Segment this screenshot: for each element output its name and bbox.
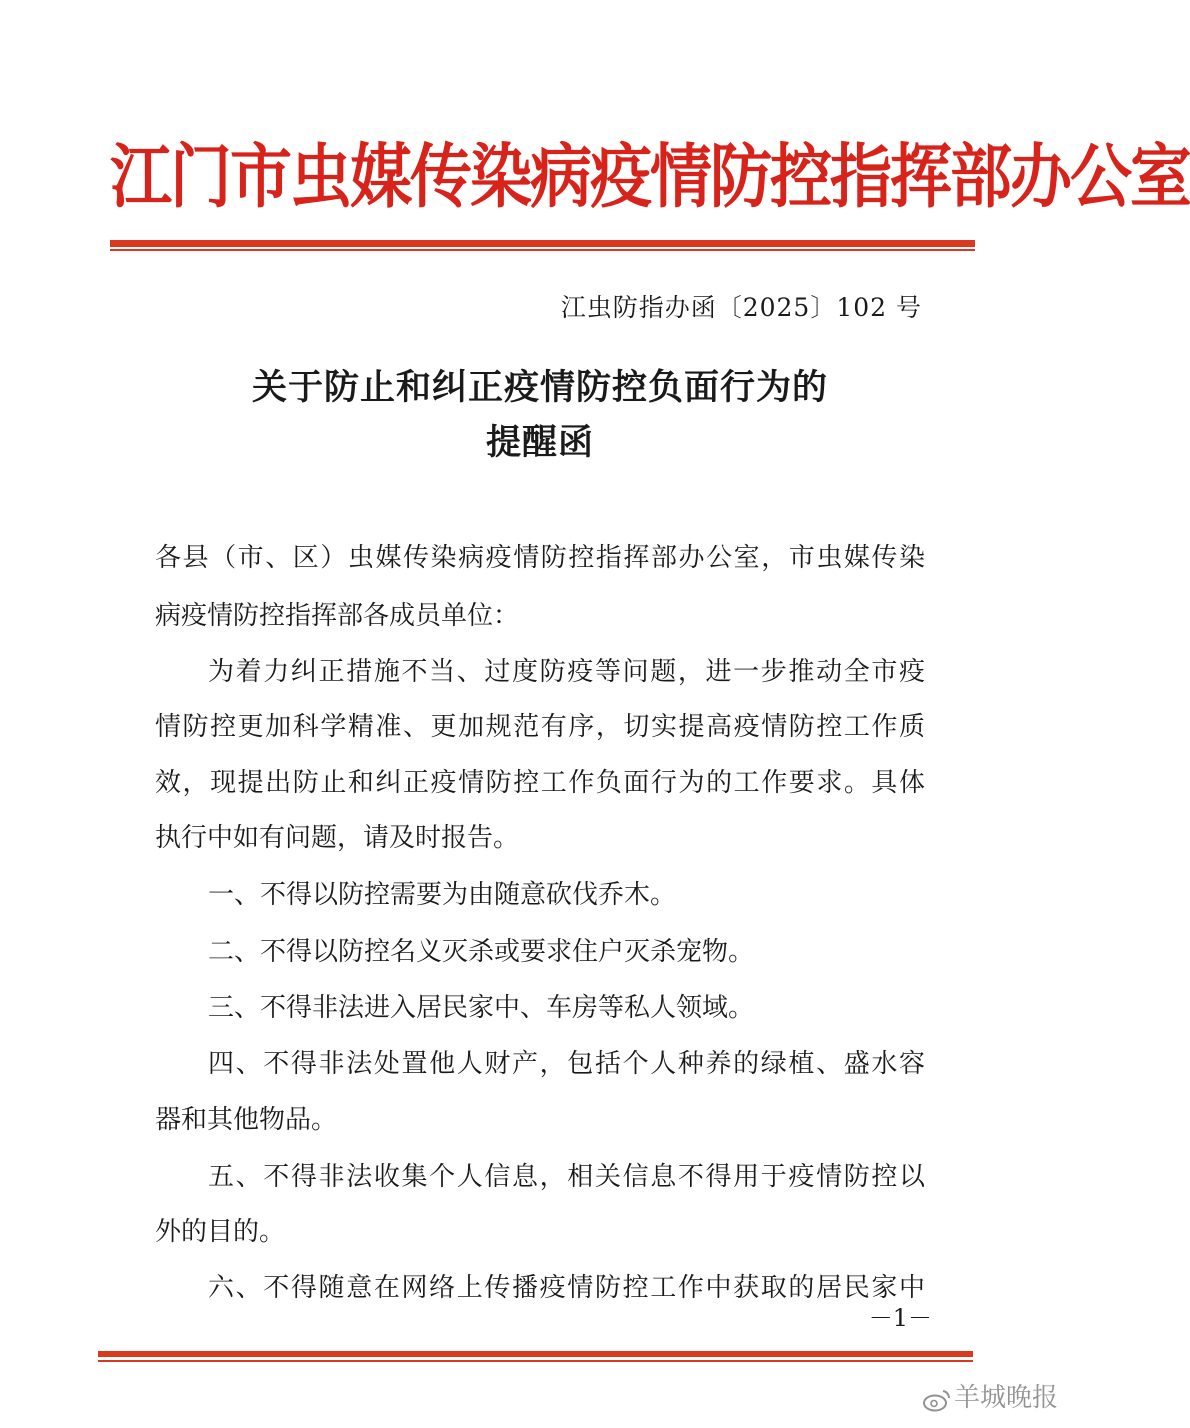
org-title: 江门市虫媒传染病疫情防控指挥部办公室: [110, 135, 1190, 218]
page-number: －1－: [868, 1304, 932, 1332]
requirement-item-6: 六、不得随意在网络上传播疫情防控工作中获取的居民家中: [208, 1273, 925, 1303]
watermark-text: 羊城晚报: [954, 1383, 1059, 1413]
salutation-line: 病疫情防控指挥部各成员单位：: [155, 601, 520, 631]
requirement-item-4: 四、不得非法处置他人财产，包括个人种养的绿植、盛水容: [208, 1049, 925, 1079]
paragraph-line: 为着力纠正措施不当、过度防疫等问题，进一步推动全市疫: [208, 657, 925, 687]
requirement-item-4-cont: 器和其他物品。: [155, 1105, 338, 1135]
letter-title-line1: 关于防止和纠正疫情防控负面行为的: [251, 367, 828, 408]
header-divider: [110, 240, 975, 247]
letter-title-line2: 提醒函: [485, 422, 594, 463]
paragraph-line: 执行中如有问题，请及时报告。: [155, 823, 520, 853]
paragraph-line: 效，现提出防止和纠正疫情防控工作负面行为的工作要求。具体: [155, 768, 925, 798]
requirement-item-1: 一、不得以防控需要为由随意砍伐乔木。: [208, 880, 677, 910]
requirement-item-2: 二、不得以防控名义灭杀或要求住户灭杀宠物。: [208, 937, 755, 967]
paragraph-line: 情防控更加科学精准、更加规范有序，切实提高疫情防控工作质: [155, 712, 925, 742]
salutation-line: 各县（市、区）虫媒传染病疫情防控指挥部办公室，市虫媒传染: [155, 543, 925, 573]
footer-divider: [98, 1351, 973, 1357]
requirement-item-3: 三、不得非法进入居民家中、车房等私人领域。: [208, 993, 755, 1023]
weibo-icon: [922, 1386, 952, 1410]
requirement-item-5: 五、不得非法收集个人信息，相关信息不得用于疫情防控以: [208, 1162, 925, 1192]
document-number: 江虫防指办函〔2025〕102 号: [560, 293, 922, 322]
source-watermark: [922, 1380, 1058, 1416]
requirement-item-5-cont: 外的目的。: [155, 1217, 286, 1247]
